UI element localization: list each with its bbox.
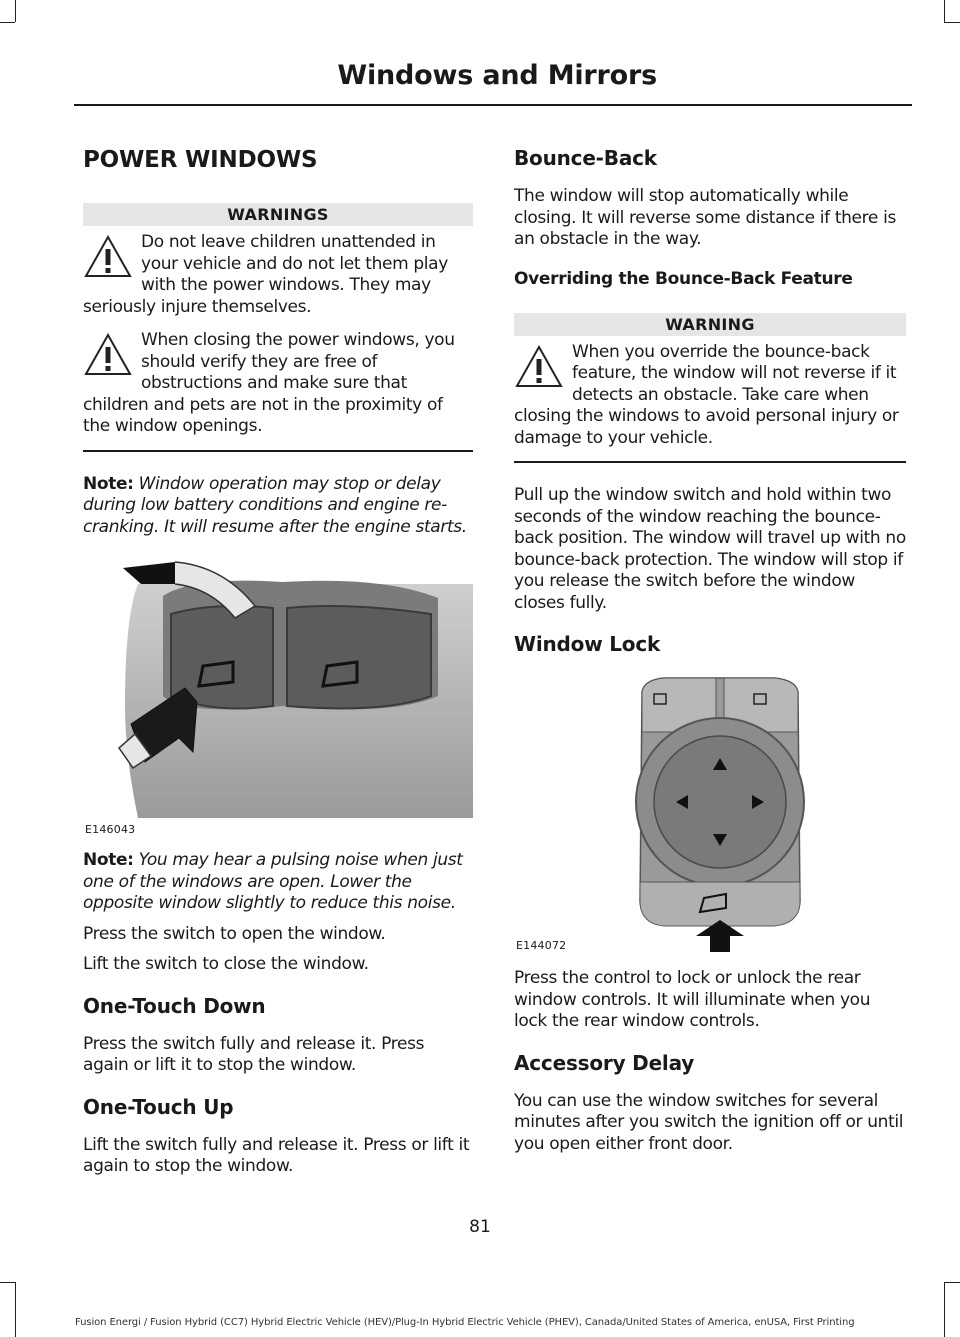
warning-rule [514,461,906,463]
subsection-heading: Accessory Delay [514,1050,695,1075]
body-paragraph: You can use the window switches for several minutes after you switch the ignition off or until you open either front door. [514,1090,904,1154]
subsection-heading: Window Lock [514,632,661,656]
minor-heading: Overriding the Bounce-Back Feature [514,268,853,289]
note-label: Note: [83,850,134,870]
right-column [514,140,906,1164]
page-header-title: Windows and Mirrors [337,60,657,91]
crop-mark [15,0,16,22]
note-text: Window operation may stop or delay during low battery conditions and engine re-cranking. It will resume after the engine starts. [83,473,467,537]
warning-item [83,232,473,318]
rear-window-switches-illustration [83,556,473,818]
rear-window-switch-figure [83,556,473,836]
figure-code: E146043 [85,823,136,836]
warning-text: When closing the power windows, you should verify they are free of obstructions and make sure that children and pets are not in the proximity of the window openings. [83,330,455,436]
warnings-heading: WARNINGS [83,203,473,226]
crop-mark [15,1282,16,1337]
left-column [83,140,473,1187]
warning-triangle-icon [83,234,133,280]
warnings-rule [83,450,473,452]
subsection-heading: One-Touch Up [83,1094,234,1119]
warning-item [514,342,906,450]
window-lock-figure [514,672,906,968]
body-paragraph: Lift the switch fully and release it. Press or lift it again to stop the window. [83,1134,470,1176]
warning-item [83,330,473,438]
header-rule [74,104,912,106]
crop-mark [944,1282,945,1337]
page-number: 81 [469,1217,491,1237]
warning-box [514,313,906,464]
body-paragraph: Press the control to lock or unlock the rear window controls. It will illuminate when you lock the rear window controls. [514,968,871,1031]
body-paragraph: Pull up the window switch and hold within two seconds of the window reaching the bounce-back position. The window will travel up with no bounce-back protection. The window will stop if you release the switch before the window closes fully. [514,485,906,613]
crop-mark [944,0,945,22]
subsection-heading: Bounce-Back [514,146,657,170]
body-paragraph: Lift the switch to close the window. [83,954,369,974]
body-paragraph: The window will stop automatically while closing. It will reverse some distance if there is an obstacle in the way. [514,186,896,249]
crop-mark [0,22,15,23]
note-label: Note: [83,473,134,494]
warning-triangle-icon [83,332,133,378]
warning-triangle-icon [514,344,564,390]
warning-heading: WARNING [514,313,906,336]
crop-mark [0,1282,15,1283]
body-paragraph: Press the switch to open the window. [83,923,386,944]
warning-text: When you override the bounce-back feature, the window will not reverse if it detects an obstacle. Take care when closing the windows to avoid personal injury or damage to your vehicle. [514,341,899,448]
note-text: You may hear a pulsing noise when just one of the windows are open. Lower the opposite window slightly to reduce this noise. [83,850,463,913]
subsection-heading: One-Touch Down [83,993,266,1018]
crop-mark [944,1282,960,1283]
note-paragraph [83,474,473,539]
warning-text: Do not leave children unattended in your vehicle and do not let them play with the power windows. They may seriously injure themselves. [83,232,448,317]
page-footer: Fusion Energi / Fusion Hybrid (CC7) Hybrid Electric Vehicle (HEV)/Plug-In Hybrid Electric Vehicle (PHEV), Canada/United States of America, enUSA, First Printing [75,1317,855,1328]
crop-mark [944,22,960,23]
note-paragraph [83,850,473,915]
warnings-box [83,203,473,452]
window-lock-control-illustration [514,672,906,952]
body-paragraph: Press the switch fully and release it. Press again or lift it to stop the window. [83,1033,425,1075]
figure-code: E144072 [516,939,567,952]
section-title: POWER WINDOWS [83,147,318,173]
